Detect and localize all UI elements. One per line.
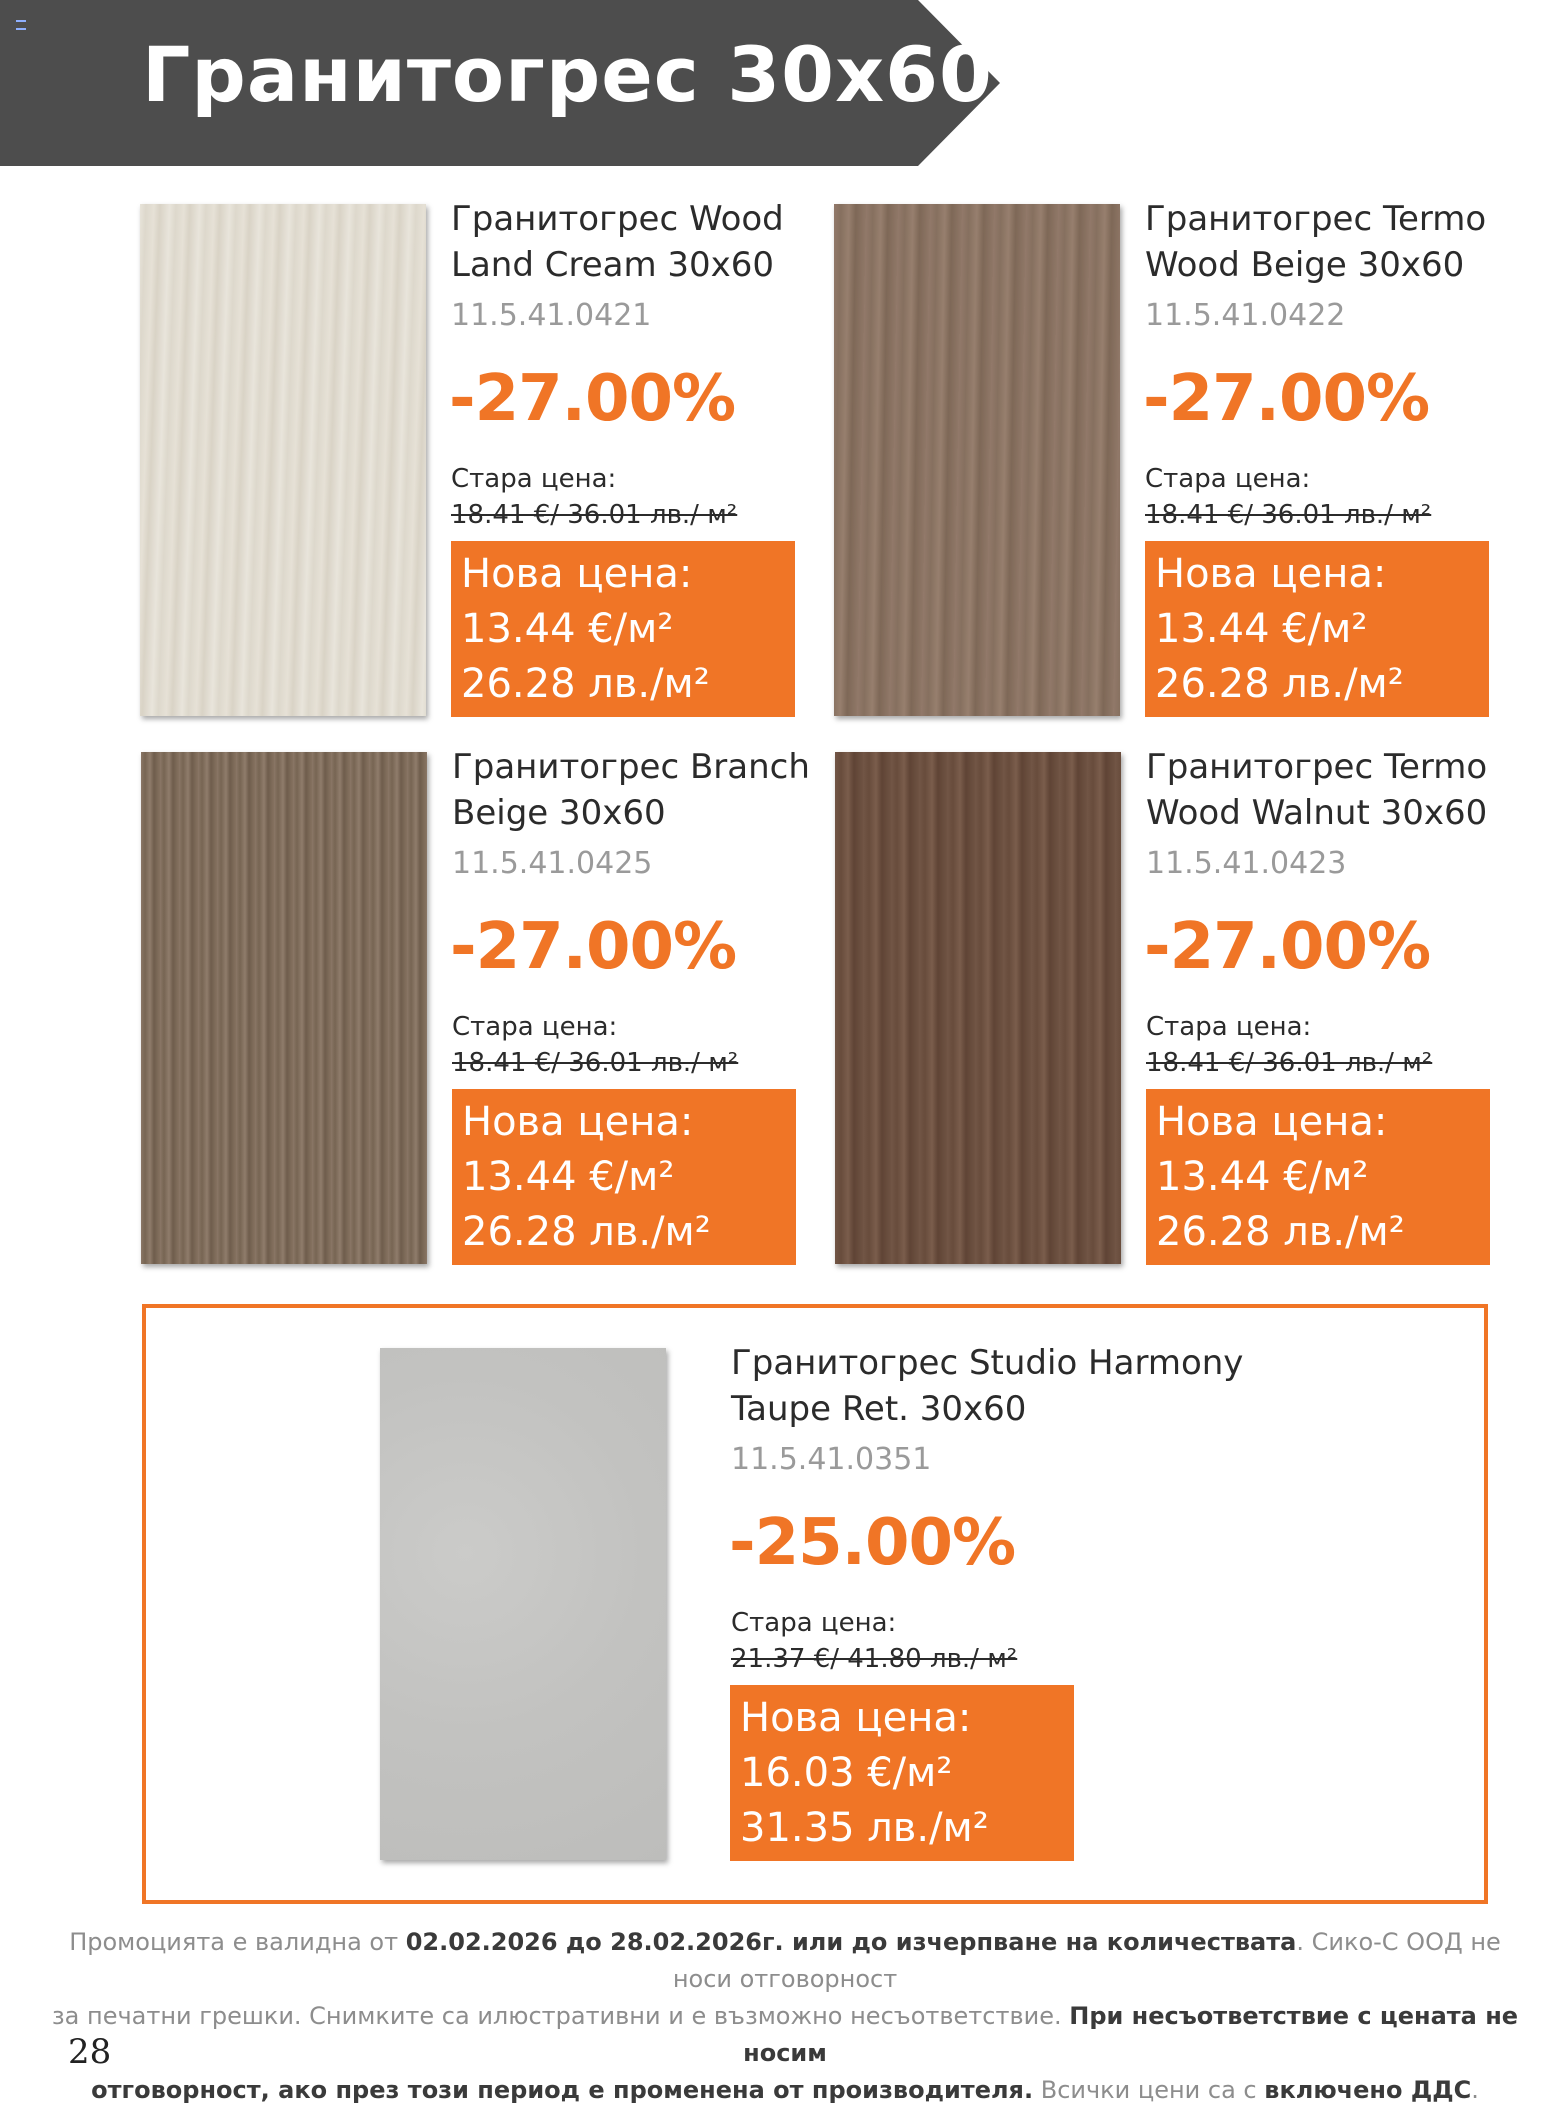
new-price-bgn: 31.35 лв./м² — [740, 1805, 989, 1851]
discount-badge: -27.00% — [450, 910, 737, 984]
new-price-box — [1146, 1089, 1490, 1265]
tile-image — [140, 204, 426, 716]
new-price-label: Нова цена: — [462, 1099, 694, 1145]
old-price: 21.37 €/ 41.80 лв./ м² — [731, 1644, 1018, 1674]
old-price: 18.41 €/ 36.01 лв./ м² — [1146, 1048, 1433, 1078]
menu-icon[interactable] — [16, 20, 26, 30]
new-price-bgn: 26.28 лв./м² — [1155, 661, 1404, 707]
old-price-label: Стара цена: — [731, 1608, 897, 1638]
product-code: 11.5.41.0425 — [452, 846, 653, 881]
tile-image — [380, 1348, 666, 1860]
new-price-box — [451, 541, 795, 717]
new-price-box — [452, 1089, 796, 1265]
product-code: 11.5.41.0351 — [731, 1442, 932, 1477]
product-title: Гранитогрес Termo Wood Walnut 30x60 — [1146, 747, 1488, 833]
old-price: 18.41 €/ 36.01 лв./ м² — [451, 500, 738, 530]
new-price-box — [730, 1685, 1074, 1861]
new-price-eur: 13.44 €/м² — [461, 606, 674, 652]
new-price-label: Нова цена: — [740, 1695, 972, 1741]
new-price-eur: 13.44 €/м² — [462, 1154, 675, 1200]
new-price-label: Нова цена: — [1155, 551, 1387, 597]
old-price-label: Стара цена: — [452, 1012, 618, 1042]
old-price: 18.41 €/ 36.01 лв./ м² — [452, 1048, 739, 1078]
new-price-bgn: 26.28 лв./м² — [1156, 1209, 1405, 1255]
new-price-label: Нова цена: — [1156, 1099, 1388, 1145]
discount-badge: -27.00% — [1143, 362, 1430, 436]
tile-image — [835, 752, 1121, 1264]
new-price-label: Нова цена: — [461, 551, 693, 597]
discount-badge: -27.00% — [449, 362, 736, 436]
old-price: 18.41 €/ 36.01 лв./ м² — [1145, 500, 1432, 530]
new-price-eur: 13.44 €/м² — [1156, 1154, 1369, 1200]
discount-badge: -27.00% — [1144, 910, 1431, 984]
product-title: Гранитогрес Branch Beige 30x60 — [452, 747, 810, 833]
product-code: 11.5.41.0422 — [1145, 298, 1346, 333]
new-price-bgn: 26.28 лв./м² — [461, 661, 710, 707]
page-title: Гранитогрес 30x60 — [142, 30, 993, 119]
old-price-label: Стара цена: — [451, 464, 617, 494]
product-title: Гранитогрес Termo Wood Beige 30x60 — [1145, 199, 1487, 285]
new-price-bgn: 26.28 лв./м² — [462, 1209, 711, 1255]
new-price-box — [1145, 541, 1489, 717]
disclaimer: Промоцията е валидна от 02.02.2026 до 28.02.2026г. или до изчерпване на количествата. Сико-С ООД не носи отговорност за печатни грешки. Снимките са илюстративни и е възможно несъответствие. При несъответствие с цената не носим отговорност, ако през този период е променена от производителя. Всички цени са с включено ДДС. — [51, 1928, 1519, 2104]
tile-image — [141, 752, 427, 1264]
product-code: 11.5.41.0423 — [1146, 846, 1347, 881]
header-banner — [0, 0, 1000, 166]
new-price-eur: 13.44 €/м² — [1155, 606, 1368, 652]
product-code: 11.5.41.0421 — [451, 298, 652, 333]
old-price-label: Стара цена: — [1146, 1012, 1312, 1042]
discount-badge: -25.00% — [729, 1506, 1016, 1580]
product-title: Гранитогрес Studio Harmony Taupe Ret. 30x60 — [731, 1343, 1244, 1429]
page-number: 28 — [68, 2032, 112, 2072]
tile-image — [834, 204, 1120, 716]
new-price-eur: 16.03 €/м² — [740, 1750, 953, 1796]
old-price-label: Стара цена: — [1145, 464, 1311, 494]
product-title: Гранитогрес Wood Land Cream 30x60 — [451, 199, 784, 285]
